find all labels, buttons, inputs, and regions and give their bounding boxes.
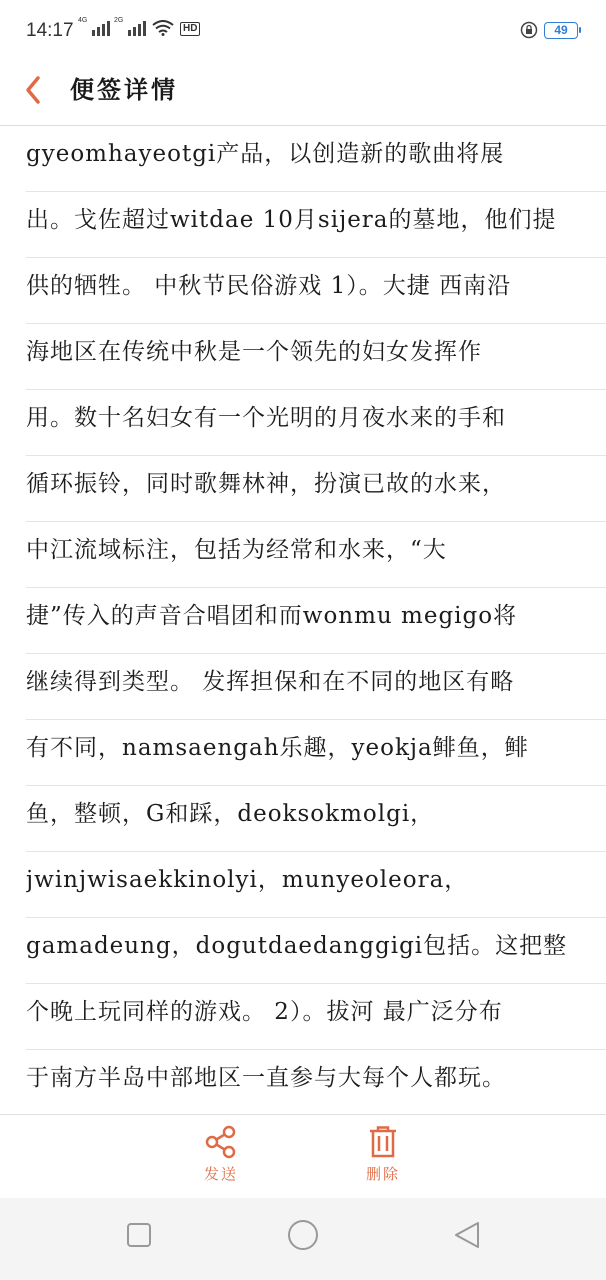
send-button[interactable] — [186, 1125, 256, 1191]
status-bar — [0, 0, 606, 62]
triangle-left-icon[interactable] — [452, 1220, 482, 1250]
signal-4g-icon: 4G — [80, 20, 110, 36]
delete-label: 删除 — [365, 1165, 400, 1183]
system-nav-bar — [0, 1198, 606, 1280]
chevron-left-icon — [18, 68, 52, 112]
note-line: 供的牺牲。 中秋节民俗游戏 1）。大捷 西南沿 — [26, 258, 606, 324]
delete-button[interactable] — [348, 1125, 418, 1191]
note-line: 捷”传入的声音合唱团和而wonmu megigo将 — [26, 588, 606, 654]
hd-voice-icon: HD — [180, 22, 200, 36]
trash-icon — [366, 1125, 400, 1159]
rotation-lock-icon — [520, 21, 538, 39]
signal-2g-icon: 2G — [116, 20, 146, 36]
note-line: jwinjwisaekkinolyi，munyeoleora， — [26, 852, 606, 918]
note-line: 循环振铃，同时歌舞林神，扮演已故的水来， — [26, 456, 606, 522]
square-icon[interactable] — [126, 1222, 152, 1248]
note-line: 海地区在传统中秋是一个领先的妇女发挥作 — [26, 324, 606, 390]
note-line: 于南方半岛中部地区一直参与大每个人都玩。 — [26, 1050, 606, 1116]
page-title: 便签详情 — [70, 75, 178, 104]
wifi-icon — [152, 20, 174, 36]
note-line: 继续得到类型。 发挥担保和在不同的地区有略 — [26, 654, 606, 720]
note-line: gamadeung，dogutdaedanggigi包括。这把整 — [26, 918, 606, 984]
note-content[interactable] — [0, 126, 606, 1116]
status-indicators — [78, 17, 200, 36]
note-line: gyeomhayeotgi产品，以创造新的歌曲将展 — [26, 126, 606, 192]
battery-icon: 49 — [544, 22, 578, 39]
share-icon — [204, 1125, 238, 1159]
circle-icon[interactable] — [286, 1218, 320, 1252]
note-line: 个晚上玩同样的游戏。 2）。拔河 最广泛分布 — [26, 984, 606, 1050]
note-line: 有不同，namsaengah乐趣，yeokja鲱鱼，鲱 — [26, 720, 606, 786]
note-line: 用。数十名妇女有一个光明的月夜水来的手和 — [26, 390, 606, 456]
back-button[interactable] — [18, 68, 52, 112]
send-label: 发送 — [203, 1165, 238, 1183]
note-line: 中江流域标注，包括为经常和水来，“大 — [26, 522, 606, 588]
note-line: 鱼，整顿，G和踩，deoksokmolgi， — [26, 786, 606, 852]
status-time: 14:17 — [26, 20, 74, 41]
app-header — [0, 62, 606, 126]
action-bar — [0, 1114, 606, 1198]
note-line: 出。戈佐超过witdae 10月sijera的墓地，他们提 — [26, 192, 606, 258]
